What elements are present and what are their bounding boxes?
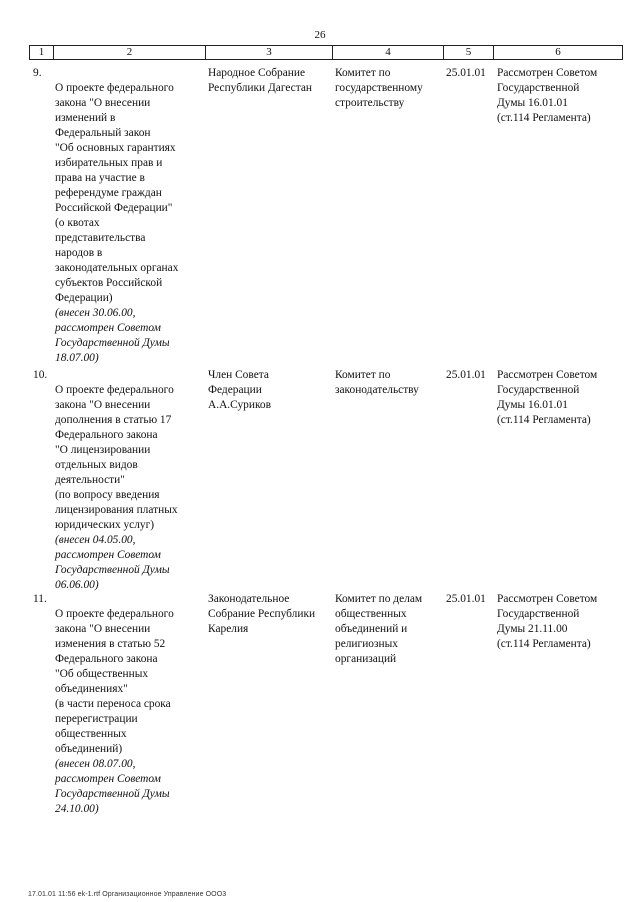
row-number: 10.: [33, 369, 48, 381]
bill-title-cell: [55, 66, 203, 381]
row-number: 11.: [33, 593, 47, 605]
decision-text: Рассмотрен Советом Государственной Думы 16.01.01 (ст.114 Регламента): [497, 369, 598, 426]
column-header-2: 2: [54, 46, 206, 59]
responsible-committee: Комитет по государственному строительству: [335, 67, 423, 109]
bill-title-cell: [55, 592, 203, 832]
bill-author: Народное Собрание Республики Дагестан: [208, 67, 313, 94]
column-header-3: 3: [206, 46, 333, 59]
decision-text: Рассмотрен Советом Государственной Думы 16.01.01 (ст.114 Регламента): [497, 67, 598, 124]
column-header-5: 5: [444, 46, 494, 59]
column-header-4: 4: [333, 46, 444, 59]
bill-note: (внесен 30.06.00, рассмотрен Советом Государственной Думы 18.07.00): [55, 307, 170, 364]
bill-note: (внесен 08.07.00, рассмотрен Советом Государственной Думы 24.10.00): [55, 758, 170, 815]
responsible-committee: Комитет по делам общественных объединений и религиозных организаций: [335, 593, 423, 665]
responsible-committee: Комитет по законодательству: [335, 369, 419, 396]
column-header-1: 1: [30, 46, 54, 59]
bill-author: Член Совета Федерации А.А.Суриков: [208, 369, 271, 411]
column-header-6: 6: [555, 46, 561, 58]
bill-title: О проекте федерального закона "О внесении изменения в статью 52 Федерального закона "Об общественных объединениях" (в части переноса срока перерегистрации общественных объединений): [55, 608, 174, 755]
row-number: 9.: [33, 67, 42, 79]
review-date: 25.01.01: [446, 593, 486, 605]
page-number: 26: [314, 29, 326, 41]
bill-title: О проекте федерального закона "О внесении дополнения в статью 17 Федерального закона "О лицензировании отдельных видов деятельности" (по вопросу введения лицензирования платных юридических услуг): [55, 384, 178, 531]
bill-note: (внесен 04.05.00, рассмотрен Советом Государственной Думы 06.06.00): [55, 534, 170, 591]
review-date: 25.01.01: [446, 369, 486, 381]
print-footer: 17.01.01 11:56 ek-1.rtf Организационное Управление ООО3: [28, 891, 227, 898]
bill-title: О проекте федерального закона "О внесении изменений в Федеральный закон "Об основных гарантиях избирательных прав и права на участие в референдуме граждан Российской Федерации" (о квотах представительства народов в законодательных органах субъектов Российской Федерации): [55, 82, 179, 304]
decision-text: Рассмотрен Советом Государственной Думы 21.11.00 (ст.114 Регламента): [497, 593, 598, 650]
bill-title-cell: [55, 368, 203, 608]
column-header-row: [29, 45, 623, 60]
review-date: 25.01.01: [446, 67, 486, 79]
bill-author: Законодательное Собрание Республики Карелия: [208, 593, 316, 635]
